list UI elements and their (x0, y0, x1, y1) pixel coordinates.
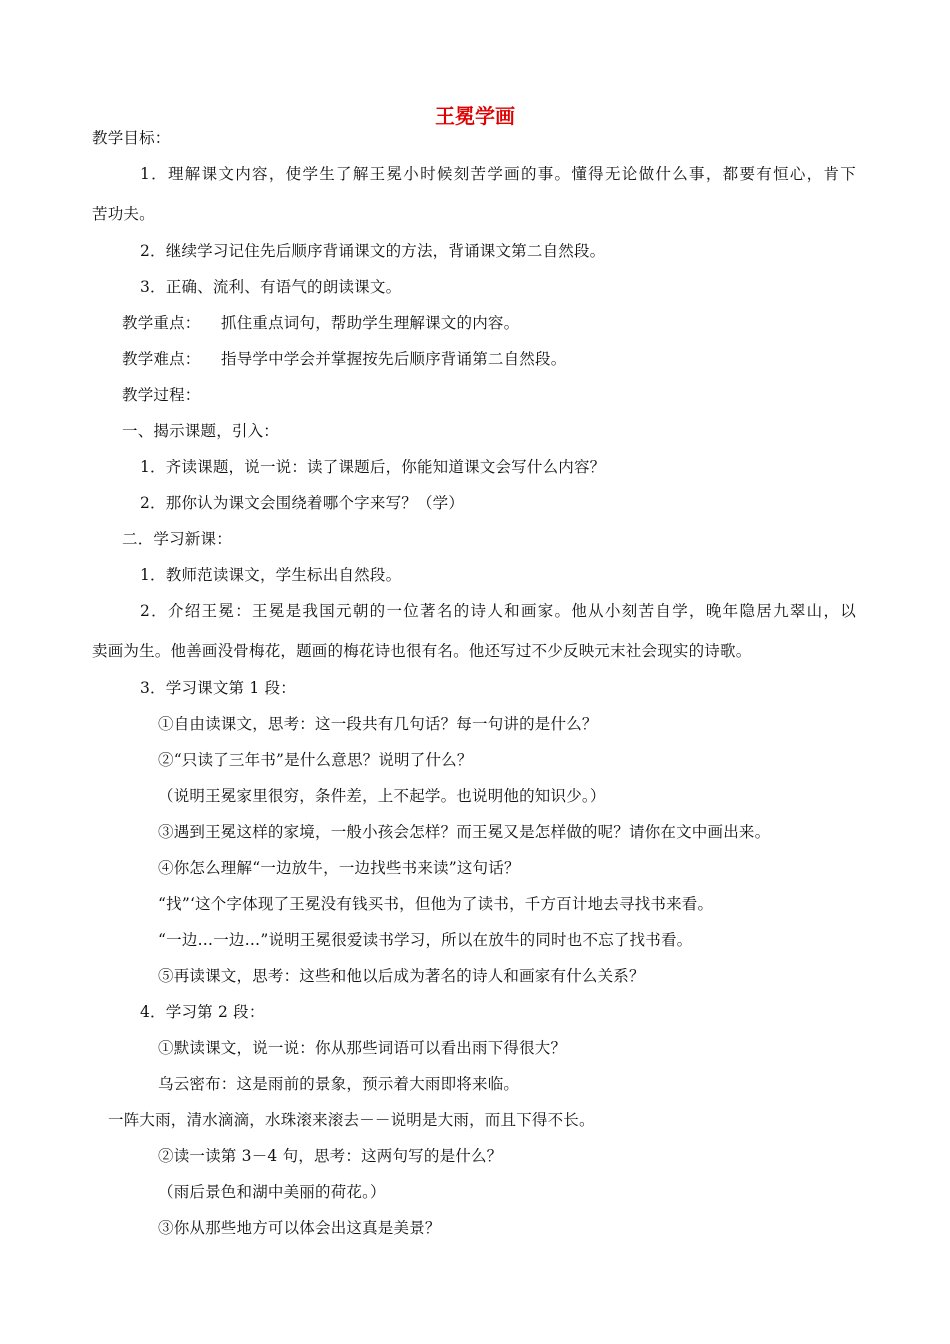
difficult-points: 教学难点： 指导学中学会并掌握按先后顺序背诵第二自然段。 (122, 350, 567, 368)
step-two-item-2-line-2: 卖画为生。他善画没骨梅花，题画的梅花诗也很有名。他还写过不少反映元末社会现实的诗歌。 (92, 642, 752, 660)
objective-2: 2．继续学习记住先后顺序背诵课文的方法，背诵课文第二自然段。 (140, 242, 606, 260)
paragraph-2-answer-1a: 乌云密布：这是雨前的景象，预示着大雨即将来临。 (158, 1075, 520, 1093)
key-points: 教学重点： 抓住重点词句，帮助学生理解课文的内容。 (122, 314, 520, 332)
paragraph-1-question-5: ⑤再读课文，思考：这些和他以后成为著名的诗人和画家有什么关系？ (158, 967, 645, 985)
paragraph-2-question-2: ②读一读第 3－4 句，思考：这两句写的是什么？ (158, 1147, 503, 1165)
paragraph-2-question-3: ③你从那些地方可以体会出这真是美景？ (158, 1219, 441, 1237)
paragraph-1-question-4: ④你怎么理解“一边放牛，一边找些书来读”这句话？ (158, 859, 520, 877)
step-one-item-1: 1．齐读课题，说一说：读了课题后，你能知道课文会写什么内容？ (140, 458, 606, 476)
paragraph-1-question-3: ③遇到王冕这样的家境，一般小孩会怎样？而王冕又是怎样做的呢？请你在文中画出来。 (158, 823, 771, 841)
objective-1-line-2: 苦功夫。 (92, 205, 155, 223)
section-heading-objectives: 教学目标： (92, 129, 171, 147)
paragraph-1-answer-4a: “找”‘这个字体现了王冕没有钱买书，但他为了读书，千方百计地去寻找书来看。 (158, 895, 714, 913)
step-one-item-2: 2．那你认为课文会围绕着哪个字来写？（学） (140, 494, 465, 512)
step-two-item-3: 3．学习课文第 1 段： (140, 679, 296, 697)
objective-3: 3．正确、流利、有语气的朗读课文。 (140, 278, 402, 296)
paragraph-1-question-2: ②“只读了三年书”是什么意思？说明了什么？ (158, 751, 473, 769)
step-two-item-2-line-1: 2．介绍王冕：王冕是我国元朝的一位著名的诗人和画家。他从小刻苦自学，晚年隐居九翠山，以 (140, 602, 856, 620)
objective-1-line-1: 1．理解课文内容，使学生了解王冕小时候刻苦学画的事。懂得无论做什么事，都要有恒心，肯下 (140, 165, 856, 183)
step-two-heading: 二．学习新课： (122, 530, 232, 548)
paragraph-2-answer-2: （雨后景色和湖中美丽的荷花。） (158, 1183, 386, 1201)
paragraph-1-answer-4b: “一边…一边…”说明王冕很爱读书学习，所以在放牛的同时也不忘了找书看。 (158, 931, 693, 949)
document-title: 王冕学画 (435, 104, 515, 128)
paragraph-2-question-1: ①默读课文，说一说：你从那些词语可以看出雨下得很大？ (158, 1039, 567, 1057)
paragraph-2-answer-1b: 一阵大雨，清水滴滴，水珠滚来滚去－－说明是大雨，而且下得不长。 (108, 1111, 595, 1129)
paragraph-1-answer-2: （说明王冕家里很穷，条件差，上不起学。也说明他的知识少。） (158, 787, 606, 805)
paragraph-1-question-1: ①自由读课文，思考：这一段共有几句话？每一句讲的是什么？ (158, 715, 598, 733)
section-heading-process: 教学过程： (122, 386, 201, 404)
step-two-item-4: 4．学习第 2 段： (140, 1003, 265, 1021)
step-one-heading: 一、揭示课题，引入： (122, 422, 280, 440)
step-two-item-1: 1．教师范读课文，学生标出自然段。 (140, 566, 402, 584)
